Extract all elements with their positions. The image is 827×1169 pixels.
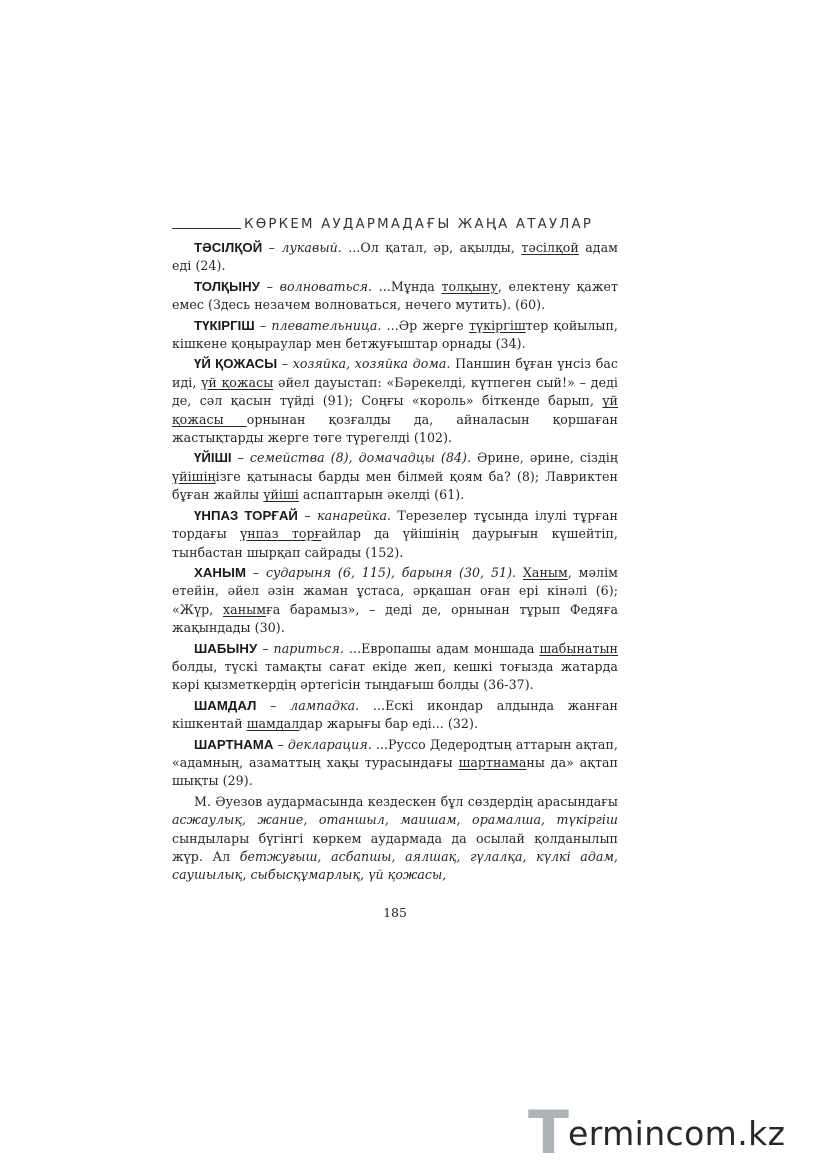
dictionary-entry — [172, 793, 618, 885]
entry-text: әйел дауыстап: «Бәрекелді, күтпеген сый!» – деді де, сәл қасын түйді (91); Соңғы «король» біткенде барып, — [172, 374, 618, 409]
entry-text: – — [231, 450, 250, 466]
entry-text: тер қойылып, кішкене қоңыраулар мен бетжуғыштар орнады (34). — [172, 317, 618, 352]
russian-equivalent: бетжуғыш, асбапшы, аялшақ, гүлалқа, күлкі адам, саушылық, сыбысқұмарлық, үй қожасы, — [172, 849, 618, 883]
page-number: 185 — [383, 904, 407, 920]
entry-text: – — [277, 356, 293, 372]
underlined-term: үнпаз торғ — [240, 526, 322, 542]
russian-equivalent: асжаулық, жание, отаншыл, маишам, орамалша, түкіргіш — [172, 812, 618, 828]
entry-text: , мәлім етейін, әйел әзін жаман ұстаса, әрқашан оған ері кінәлі (6); «Жүр, — [172, 564, 618, 617]
entry-text: адам еді (24). — [172, 240, 618, 274]
entry-text: – — [246, 564, 266, 580]
entry-text: Паншин бұған үнсіз бас иді, — [172, 356, 618, 390]
entry-text: ...Мұнда — [372, 278, 442, 294]
underlined-term: үй қожасы — [201, 374, 274, 390]
running-header — [172, 212, 618, 232]
dictionary-entry — [172, 278, 618, 315]
russian-equivalent: лампадка. — [290, 697, 360, 713]
entry-text: ...Европашы адам моншада — [343, 640, 540, 656]
entry-text: Әрине, әрине, сіздің — [471, 450, 618, 466]
entry-text: ...Ескі икондар алдында жанған кішкентай — [172, 697, 618, 732]
page-body — [172, 239, 618, 885]
russian-equivalent: сударыня (6, 115), барыня (30, 51). — [265, 564, 517, 580]
entry-text: – — [256, 697, 291, 713]
russian-equivalent: лукавый. — [281, 240, 342, 255]
dictionary-entry — [172, 317, 618, 354]
headword: ШАМДАЛ — [194, 697, 257, 713]
entry-text: – — [297, 507, 318, 523]
entry-text: – — [254, 317, 272, 333]
russian-equivalent: плевательница. — [271, 317, 382, 333]
underlined-term: ханым — [222, 601, 267, 617]
headword: ТҮКІРГІШ — [194, 317, 255, 333]
headword: ШАРТНАМА — [194, 736, 274, 752]
headword: ҮЙ ҚОЖАСЫ — [194, 356, 278, 372]
russian-equivalent: волноваться. — [279, 278, 373, 294]
entry-text: орнынан қозғалды да, айналасын қоршаған жастықтарды жерге төге түрегелді (102). — [172, 411, 618, 446]
entry-text: сындылары бүгінгі көркем аудармада да осылай қолданылып жүр. Ал — [172, 830, 618, 864]
russian-equivalent: декларация. — [287, 736, 372, 752]
russian-equivalent: хозяйка, хозяйка дома. — [292, 356, 451, 372]
entry-text: – — [259, 278, 280, 294]
underlined-term: үйіші — [263, 487, 299, 503]
entry-text — [516, 565, 523, 580]
headword: ХАНЫМ — [194, 564, 246, 580]
entry-text: дар жарығы бар еді... (32). — [299, 716, 479, 732]
logo-letter-t: T — [528, 1098, 569, 1168]
entry-text: ізге қатынасы барды мен білмей қоям ба? (8); Лавриктен бұған жайлы — [172, 468, 618, 503]
dictionary-entry — [172, 697, 618, 734]
dictionary-entry — [172, 640, 618, 695]
russian-equivalent: семейства (8), домачадцы (84). — [249, 450, 472, 466]
entry-text: ...Ол қатал, әр, ақылды, — [341, 240, 522, 255]
entry-text: ға барамыз», – деді де, орнынан тұрып Федяға жақындады (30). — [172, 601, 619, 636]
entry-text: – — [262, 240, 282, 255]
underlined-term: тәсілқой — [521, 240, 579, 255]
entry-text: М. Әуезов аудармасында кездескен бұл сөздердің арасындағы — [194, 793, 618, 809]
underlined-term: үй қожасы — [172, 393, 618, 427]
dictionary-entry — [172, 449, 618, 504]
underlined-term: толқыну — [441, 278, 498, 294]
underlined-term: түкіргіш — [468, 317, 526, 333]
headword: ТОЛҚЫНУ — [194, 278, 260, 294]
book-page — [172, 212, 618, 920]
headword: ҮЙІШІ — [194, 450, 232, 466]
logo-wordmark: ermincom.kz — [568, 1114, 786, 1153]
dictionary-entry — [172, 239, 618, 276]
terminkom-logo[interactable] — [528, 1098, 818, 1168]
header-title: КӨРКЕМ АУДАРМАДАҒЫ ЖАҢА АТАУЛАР — [244, 217, 594, 232]
underlined-term: үйішің — [172, 468, 216, 484]
entry-text: айлар да үйішінің даурығын күшейтіп, тынбастан шырқап сайрады (152). — [172, 526, 618, 560]
russian-equivalent: париться. — [273, 640, 344, 656]
dictionary-entry — [172, 355, 618, 447]
entry-text: ...Әр жерге — [381, 317, 469, 333]
underlined-term: Ханым — [522, 564, 568, 580]
entry-text: Терезелер тұсында ілулі тұрған тордағы — [172, 507, 618, 542]
underlined-term: шартнама — [458, 754, 527, 770]
entry-text: болды, түскі тамақты сағат екіде жеп, кешкі тоғызда жатарда кәрі қызметкердің әртегісін тыңдағыш болды (36-37). — [172, 658, 618, 693]
dictionary-entry — [172, 507, 618, 562]
headword: ҮНПАЗ ТОРҒАЙ — [194, 507, 298, 523]
entry-text: – — [273, 736, 288, 752]
entry-text: – — [257, 640, 274, 656]
dictionary-entry — [172, 736, 618, 791]
underlined-term: шабынатын — [539, 640, 618, 656]
russian-equivalent: канарейка. — [317, 507, 392, 523]
entry-text: ...Руссо Дедеродтың аттарын ақтап, «адамның, азаматтың хақы турасындағы — [172, 736, 618, 770]
dictionary-entry — [172, 564, 618, 638]
entry-text: , електену қажет емес (Здесь незачем волноваться, нечего мутить). (60). — [172, 278, 618, 313]
headword: ШАБЫНУ — [194, 640, 258, 656]
entry-text: аспаптарын әкелді (61). — [298, 487, 465, 503]
entry-text: ны да» ақтап шықты (29). — [172, 754, 618, 789]
header-rule — [172, 228, 241, 229]
underlined-term: шамдал — [246, 716, 300, 732]
headword: ТӘСІЛҚОЙ — [194, 240, 263, 255]
